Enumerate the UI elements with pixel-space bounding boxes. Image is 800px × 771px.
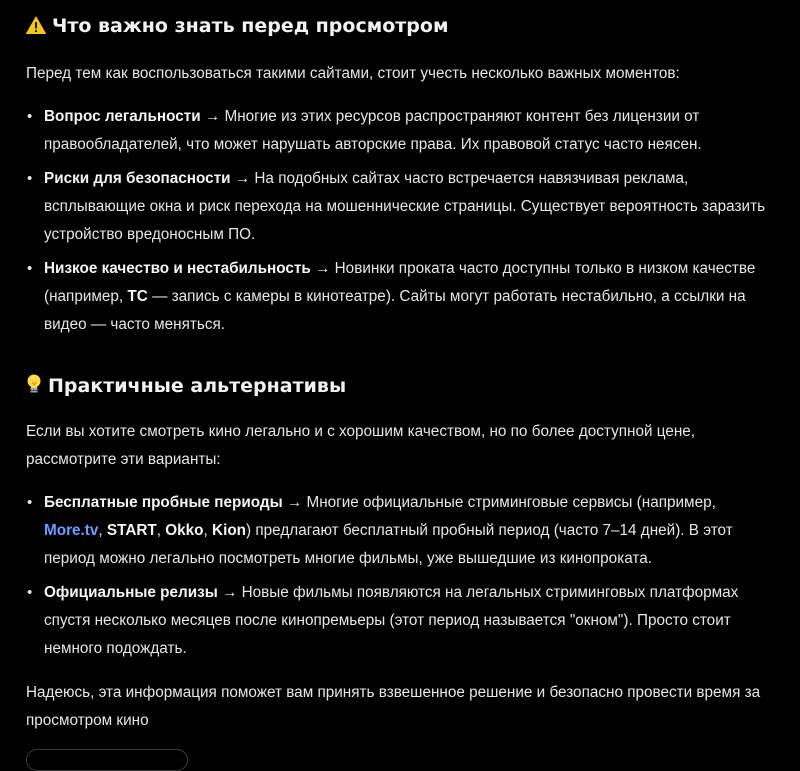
list-item: [26, 165, 776, 249]
list-item: [26, 489, 776, 573]
service-okko: Okko: [165, 522, 204, 539]
warning-icon: [26, 16, 46, 39]
item-text: ) предлагают бесплатный пробный период (часто 7–14 дней). В этот период можно легально посмотреть многие фильмы, уже вышедшие из кинопроката.: [44, 522, 733, 567]
service-start: START: [106, 522, 157, 539]
lightbulb-icon: [26, 374, 42, 399]
considerations-list: [26, 103, 776, 345]
item-title: Бесплатные пробные периоды: [44, 494, 283, 511]
list-item: [26, 255, 776, 339]
action-pill-button[interactable]: [26, 749, 188, 771]
heading-text: Что важно знать перед просмотром: [52, 15, 449, 37]
section-heading-alternatives: [26, 374, 346, 399]
bullet-icon: •: [27, 260, 33, 277]
separator: ,: [98, 522, 107, 539]
item-title: Вопрос легальности: [44, 108, 201, 125]
item-text: → Многие официальные стриминговые сервисы (например,: [282, 494, 716, 511]
separator: ,: [156, 522, 166, 539]
list-item: [26, 103, 776, 159]
item-text: → На подобных сайтах часто встречается навязчивая реклама, всплывающие окна и риск перехода на мошеннические страницы. Существует вероятность заразить устройство вредоносным ПО.: [44, 170, 766, 243]
bullet-icon: •: [27, 494, 33, 511]
item-text: → Новые фильмы появляются на легальных стриминговых платформах спустя несколько месяцев после кинопремьеры (этот период называется "окном"). Просто стоит немного подождать.: [44, 584, 739, 657]
alternatives-intro: Если вы хотите смотреть кино легально и с хорошим качеством, но по более доступной цене, рассмотрите эти варианты:: [26, 423, 696, 468]
heading-text: Практичные альтернативы: [48, 375, 347, 397]
closing-paragraph: Надеюсь, эта информация поможет вам принять взвешенное решение и безопасно провести время за просмотром кино: [26, 684, 761, 729]
more-tv-link[interactable]: More.tv: [44, 522, 99, 539]
bullet-icon: •: [27, 108, 33, 125]
bullet-icon: •: [27, 584, 33, 601]
tc-term: TC: [127, 288, 148, 305]
item-text: → Новинки проката часто доступны только в низком качестве (например,: [44, 260, 756, 305]
list-item: [26, 579, 776, 663]
separator: ,: [203, 522, 213, 539]
item-text: — запись с камеры в кинотеатре). Сайты могут работать нестабильно, а ссылки на видео — часто меняться.: [44, 288, 746, 333]
section-heading-warning: [26, 15, 449, 39]
intro-paragraph: Перед тем как воспользоваться такими сайтами, стоит учесть несколько важных моментов:: [26, 65, 680, 82]
item-title: Официальные релизы: [44, 584, 218, 601]
alternatives-list: [26, 489, 776, 669]
bullet-icon: •: [27, 170, 33, 187]
item-title: Низкое качество и нестабильность: [44, 260, 311, 277]
service-kion: Kion: [212, 522, 247, 539]
item-title: Риски для безопасности: [44, 170, 231, 187]
item-text: → Многие из этих ресурсов распространяют контент без лицензии от правообладателей, что может нарушать авторские права. Их правовой статус часто неясен.: [44, 108, 702, 153]
